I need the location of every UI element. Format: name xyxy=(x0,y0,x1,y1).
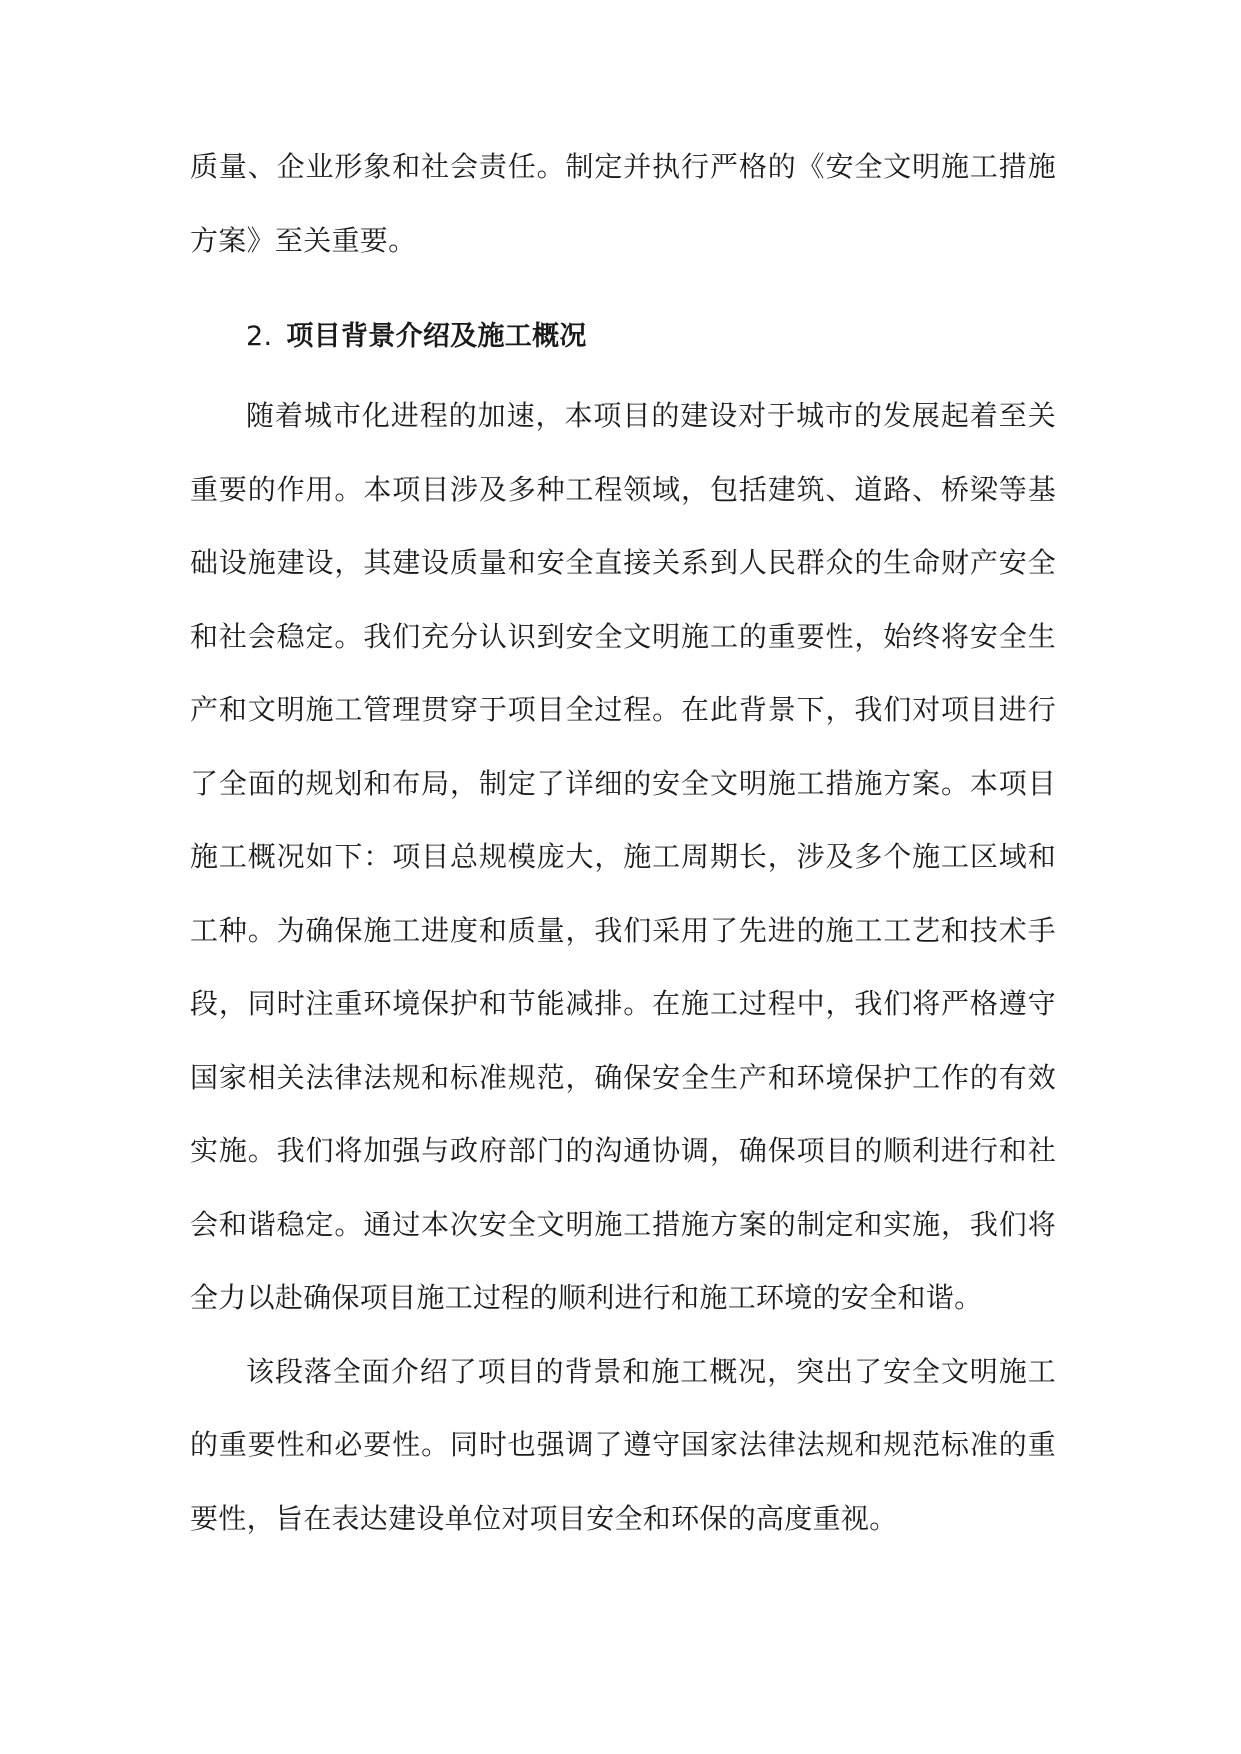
document-body xyxy=(190,130,1056,1555)
intro-paragraph: 质量、企业形象和社会责任。制定并执行严格的《安全文明施工措施方案》至关重要。 xyxy=(190,150,1056,257)
section-number: 2. xyxy=(246,321,273,352)
section-title: 项目背景介绍及施工概况 xyxy=(286,321,587,352)
body-paragraph: 随着城市化进程的加速，本项目的建设对于城市的发展起着至关重要的作用。本项目涉及多种工程领域，包括建筑、道路、桥梁等基础设施建设，其建设质量和安全直接关系到人民群众的生命财产安全和社会稳定。我们充分认识到安全文明施工的重要性，始终将安全生产和文明施工管理贯穿于项目全过程。在此背景下，我们对项目进行了全面的规划和布局，制定了详细的安全文明施工措施方案。本项目施工概况如下：项目总规模庞大，施工周期长，涉及多个施工区域和工种。为确保施工进度和质量，我们采用了先进的施工工艺和技术手段，同时注重环境保护和节能减排。在施工过程中，我们将严格遵守国家相关法律法规和标准规范，确保安全生产和环境保护工作的有效实施。我们将加强与政府部门的沟通协调，确保项目的顺利进行和社会和谐稳定。通过本次安全文明施工措施方案的制定和实施，我们将全力以赴确保项目施工过程的顺利进行和施工环境的安全和谐。 xyxy=(190,399,1056,1314)
summary-paragraph: 该段落全面介绍了项目的背景和施工概况，突出了安全文明施工的重要性和必要性。同时也强调了遵守国家法律法规和规范标准的重要性，旨在表达建设单位对项目安全和环保的高度重视。 xyxy=(190,1354,1056,1535)
section-heading xyxy=(190,307,1056,367)
